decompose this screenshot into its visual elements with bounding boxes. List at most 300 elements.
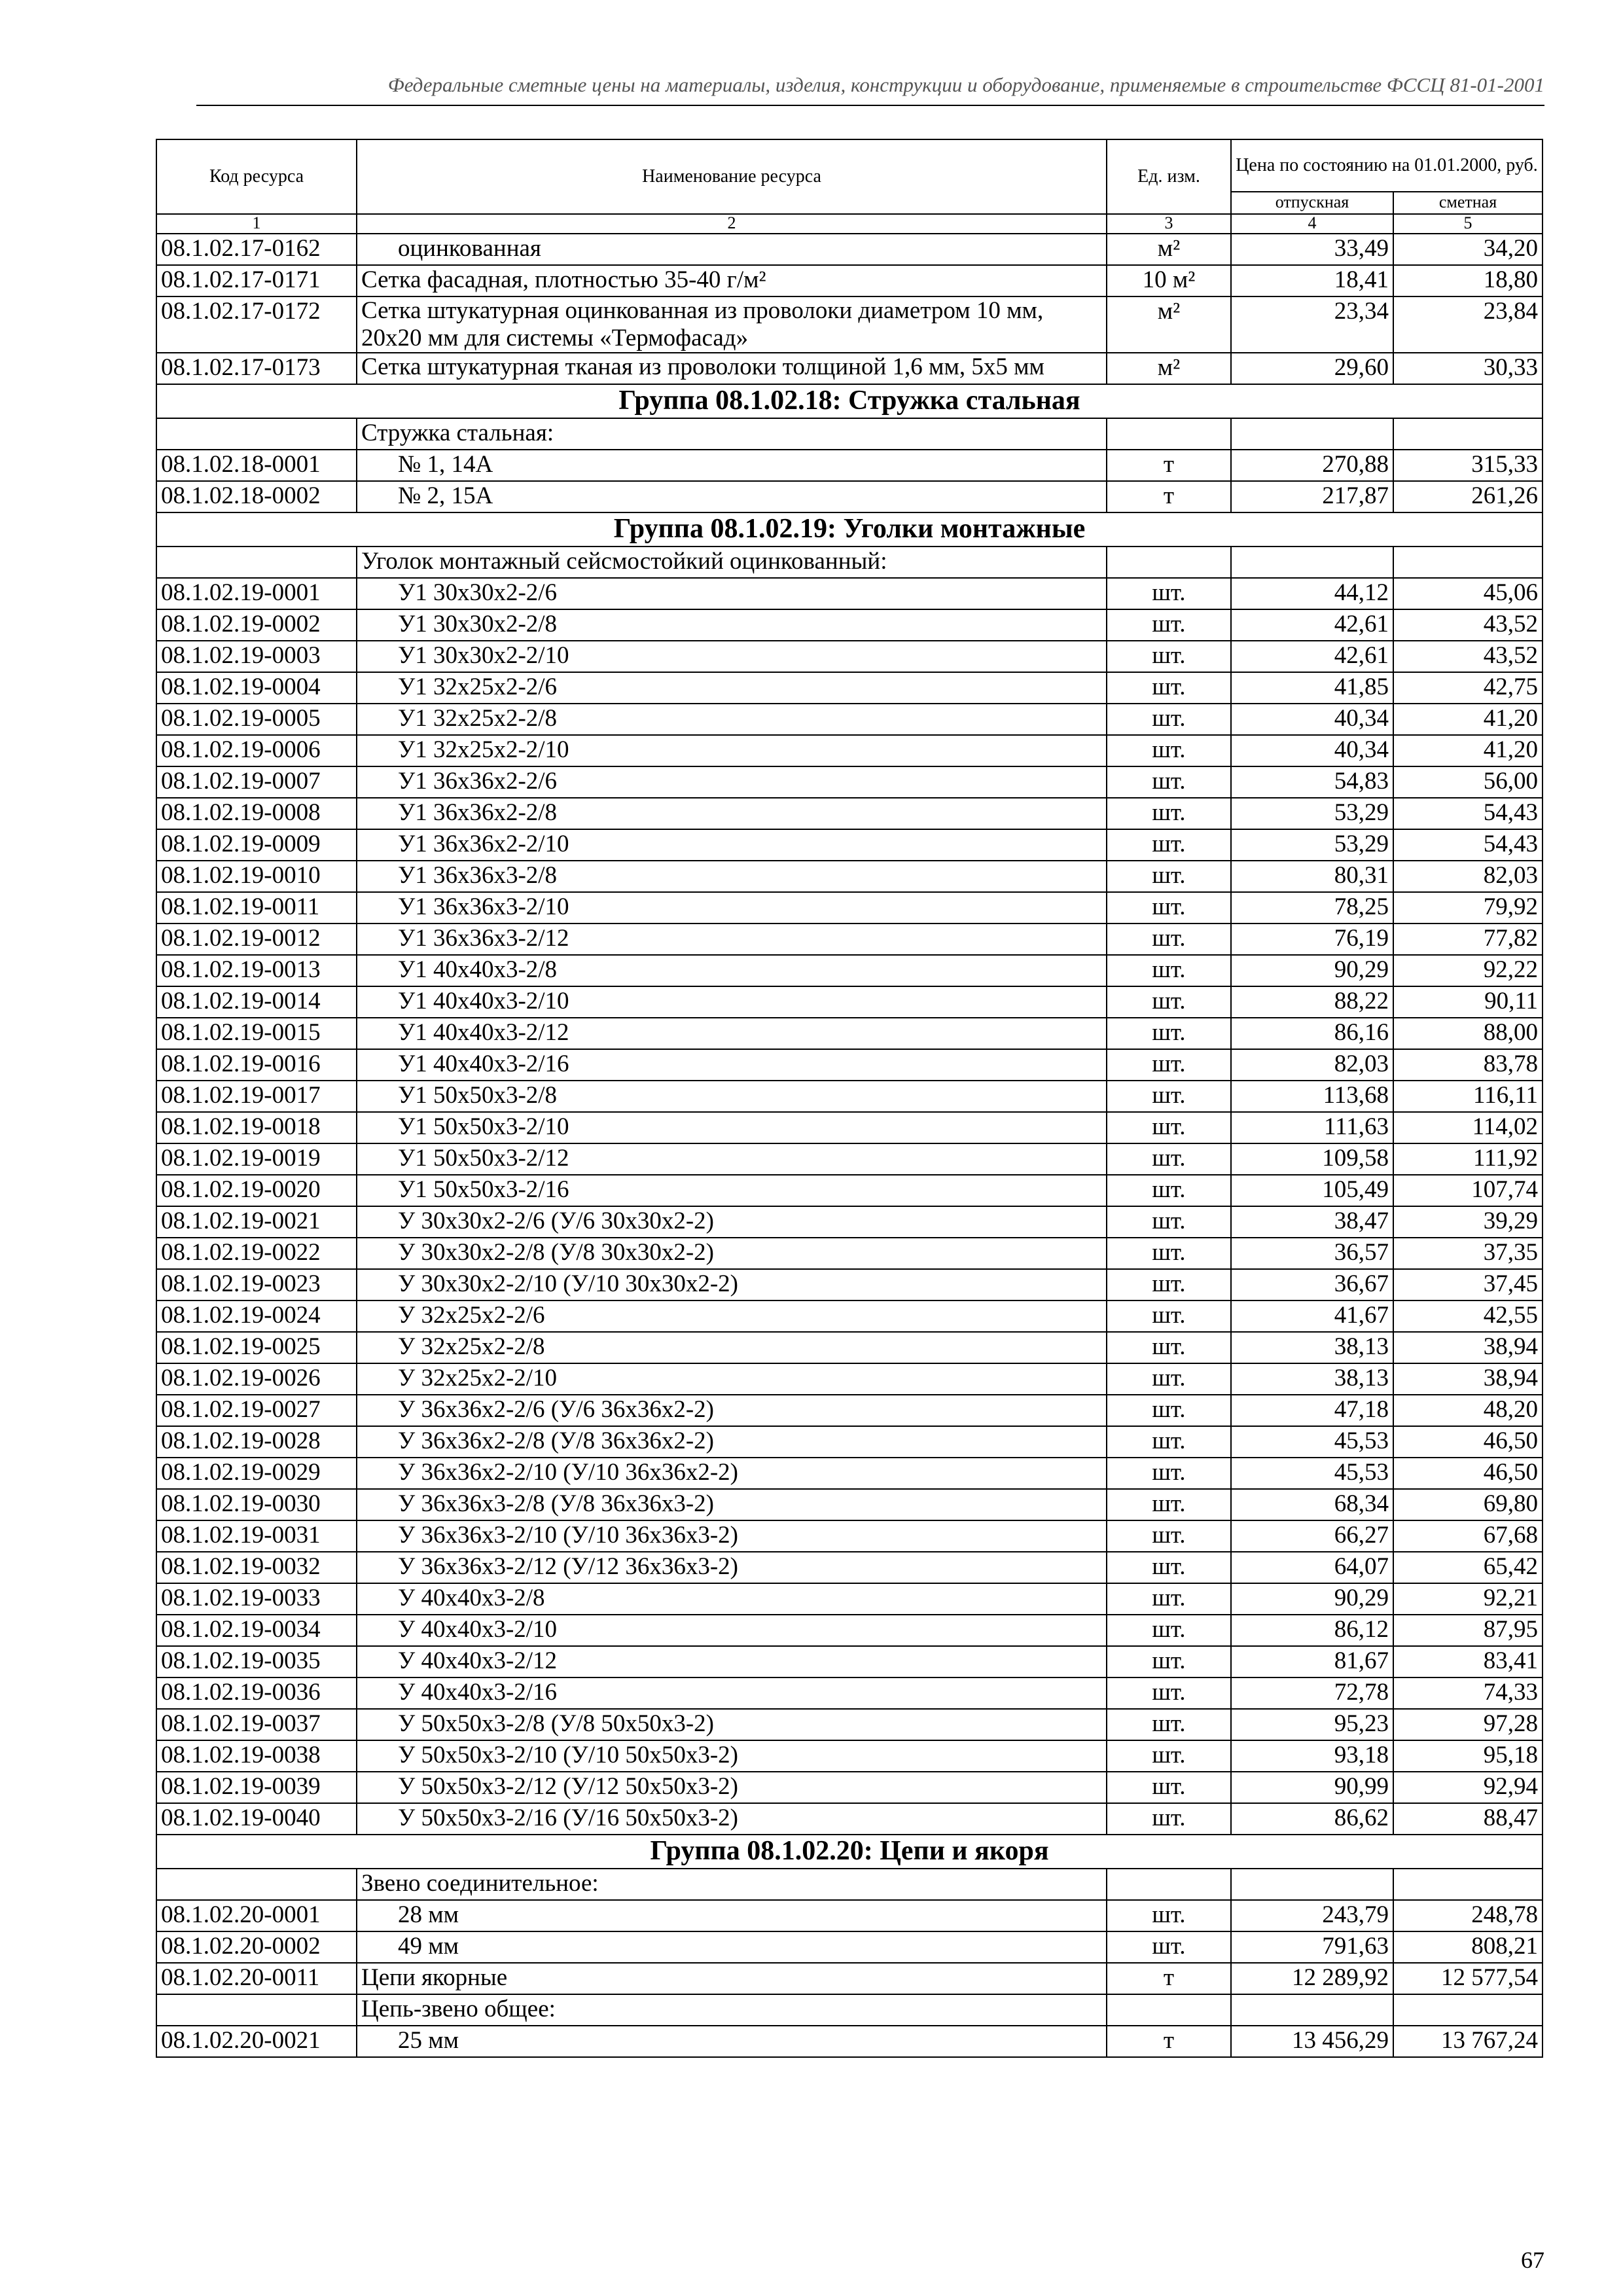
unit: [1107, 418, 1231, 450]
resource-name: У 36х36х2-2/8 (У/8 36х36х2-2): [357, 1426, 1107, 1458]
resource-code: 08.1.02.19-0040: [156, 1803, 357, 1835]
resource-code: 08.1.02.19-0030: [156, 1489, 357, 1520]
resource-name: У1 36х36х3-2/8: [357, 861, 1107, 892]
unit: шт.: [1107, 1143, 1231, 1175]
release-price: 95,23: [1231, 1709, 1393, 1740]
unit: шт.: [1107, 1772, 1231, 1803]
resource-code: 08.1.02.18-0001: [156, 450, 357, 481]
estimate-price: 46,50: [1393, 1426, 1543, 1458]
unit: шт.: [1107, 1112, 1231, 1143]
unit: шт.: [1107, 1049, 1231, 1081]
unit: шт.: [1107, 1332, 1231, 1363]
table-row: [156, 1300, 1543, 1332]
release-price: 68,34: [1231, 1489, 1393, 1520]
table-row: [156, 353, 1543, 384]
unit: т: [1107, 2026, 1231, 2057]
resource-name: У 30х30х2-2/6 (У/6 30х30х2-2): [357, 1206, 1107, 1238]
unit: шт.: [1107, 1238, 1231, 1269]
resource-code: 08.1.02.19-0014: [156, 986, 357, 1018]
release-price: 18,41: [1231, 265, 1393, 296]
resource-code: 08.1.02.19-0027: [156, 1395, 357, 1426]
resource-code: 08.1.02.19-0038: [156, 1740, 357, 1772]
running-header: Федеральные сметные цены на материалы, изделия, конструкции и оборудование, применяемые в строительстве ФССЦ 81-01-2001: [387, 73, 1544, 96]
unit: шт.: [1107, 1552, 1231, 1583]
resource-code: 08.1.02.19-0020: [156, 1175, 357, 1206]
subheading-name: Звено соединительное:: [357, 1869, 1107, 1900]
release-price: 82,03: [1231, 1049, 1393, 1081]
resource-code: 08.1.02.19-0028: [156, 1426, 357, 1458]
resource-code: 08.1.02.19-0025: [156, 1332, 357, 1363]
table-row: [156, 296, 1543, 353]
release-price: 109,58: [1231, 1143, 1393, 1175]
col-number-3: 3: [1107, 214, 1231, 234]
subheading-name: Цепь-звено общее:: [357, 1994, 1107, 2026]
resource-name: У1 30х30х2-2/10: [357, 641, 1107, 672]
unit: шт.: [1107, 1206, 1231, 1238]
unit: шт.: [1107, 1615, 1231, 1646]
resource-name: У1 36х36х2-2/6: [357, 766, 1107, 798]
resource-name: У1 36х36х2-2/10: [357, 829, 1107, 861]
release-price: 105,49: [1231, 1175, 1393, 1206]
release-price: 47,18: [1231, 1395, 1393, 1426]
resource-code: 08.1.02.19-0010: [156, 861, 357, 892]
release-price: 113,68: [1231, 1081, 1393, 1112]
unit: шт.: [1107, 1018, 1231, 1049]
unit: шт.: [1107, 1395, 1231, 1426]
unit: т: [1107, 1963, 1231, 1994]
resource-code: 08.1.02.20-0021: [156, 2026, 357, 2057]
resource-code: 08.1.02.19-0037: [156, 1709, 357, 1740]
estimate-price: [1393, 1994, 1543, 2026]
unit: шт.: [1107, 955, 1231, 986]
release-price: 90,99: [1231, 1772, 1393, 1803]
table-row: [156, 672, 1543, 704]
resource-name: У1 30х30х2-2/6: [357, 578, 1107, 609]
resource-name: оцинкованная: [357, 234, 1107, 265]
unit: шт.: [1107, 1709, 1231, 1740]
resource-code: 08.1.02.18-0002: [156, 481, 357, 512]
table-row: [156, 1112, 1543, 1143]
unit: шт.: [1107, 861, 1231, 892]
unit: шт.: [1107, 986, 1231, 1018]
resource-name: У 50х50х3-2/12 (У/12 50х50х3-2): [357, 1772, 1107, 1803]
estimate-price: 83,41: [1393, 1646, 1543, 1677]
subheading-row: [156, 1994, 1543, 2026]
release-price: 41,67: [1231, 1300, 1393, 1332]
estimate-price: 97,28: [1393, 1709, 1543, 1740]
resource-name: У 32х25х2-2/10: [357, 1363, 1107, 1395]
col-header-unit: Ед. изм.: [1107, 139, 1231, 214]
resource-code: 08.1.02.19-0033: [156, 1583, 357, 1615]
resource-name: Сетка фасадная, плотностью 35-40 г/м²: [357, 265, 1107, 296]
subheading-row: [156, 1869, 1543, 1900]
resource-code: 08.1.02.19-0031: [156, 1520, 357, 1552]
resource-code: 08.1.02.19-0016: [156, 1049, 357, 1081]
resource-code: 08.1.02.19-0006: [156, 735, 357, 766]
resource-code: [156, 1869, 357, 1900]
table-row: [156, 1931, 1543, 1963]
table-row: [156, 1363, 1543, 1395]
col-header-estimate: сметная: [1393, 192, 1543, 214]
resource-code: 08.1.02.19-0002: [156, 609, 357, 641]
unit: шт.: [1107, 1300, 1231, 1332]
resource-code: 08.1.02.19-0005: [156, 704, 357, 735]
release-price: 38,13: [1231, 1332, 1393, 1363]
release-price: 44,12: [1231, 578, 1393, 609]
release-price: 33,49: [1231, 234, 1393, 265]
unit: [1107, 1869, 1231, 1900]
unit: шт.: [1107, 578, 1231, 609]
table-row: [156, 450, 1543, 481]
table-row: [156, 1238, 1543, 1269]
unit: м²: [1107, 296, 1231, 353]
estimate-price: 42,75: [1393, 672, 1543, 704]
resource-name: Сетка штукатурная тканая из проволоки толщиной 1,6 мм, 5х5 мм: [357, 353, 1107, 384]
resource-code: 08.1.02.19-0011: [156, 892, 357, 924]
estimate-price: 38,94: [1393, 1332, 1543, 1363]
resource-code: 08.1.02.20-0002: [156, 1931, 357, 1963]
release-price: 40,34: [1231, 704, 1393, 735]
table-row: [156, 892, 1543, 924]
resource-code: 08.1.02.19-0001: [156, 578, 357, 609]
unit: шт.: [1107, 609, 1231, 641]
release-price: [1231, 1994, 1393, 2026]
table-row: [156, 1049, 1543, 1081]
resource-code: 08.1.02.19-0013: [156, 955, 357, 986]
resource-code: 08.1.02.19-0032: [156, 1552, 357, 1583]
release-price: 23,34: [1231, 296, 1393, 353]
unit: шт.: [1107, 924, 1231, 955]
resource-code: 08.1.02.19-0017: [156, 1081, 357, 1112]
unit: шт.: [1107, 1931, 1231, 1963]
release-price: 86,12: [1231, 1615, 1393, 1646]
resource-code: 08.1.02.19-0003: [156, 641, 357, 672]
unit: [1107, 1994, 1231, 2026]
resource-name: У 36х36х2-2/6 (У/6 36х36х2-2): [357, 1395, 1107, 1426]
release-price: 53,29: [1231, 798, 1393, 829]
release-price: 36,57: [1231, 1238, 1393, 1269]
table-row: [156, 955, 1543, 986]
resource-name: У1 36х36х3-2/12: [357, 924, 1107, 955]
table-row: [156, 1018, 1543, 1049]
release-price: 41,85: [1231, 672, 1393, 704]
table-row: [156, 609, 1543, 641]
estimate-price: 92,21: [1393, 1583, 1543, 1615]
resource-name: У 36х36х3-2/10 (У/10 36х36х3-2): [357, 1520, 1107, 1552]
release-price: 270,88: [1231, 450, 1393, 481]
resource-code: [156, 1994, 357, 2026]
table-row: [156, 641, 1543, 672]
estimate-price: 39,29: [1393, 1206, 1543, 1238]
release-price: 42,61: [1231, 641, 1393, 672]
table-row: [156, 1206, 1543, 1238]
table-row: [156, 481, 1543, 512]
unit: шт.: [1107, 1803, 1231, 1835]
col-number-1: 1: [156, 214, 357, 234]
group-header-row: [156, 384, 1543, 418]
resource-name: Цепи якорные: [357, 1963, 1107, 1994]
resource-name: У 50х50х3-2/10 (У/10 50х50х3-2): [357, 1740, 1107, 1772]
resource-code: 08.1.02.19-0021: [156, 1206, 357, 1238]
release-price: 93,18: [1231, 1740, 1393, 1772]
estimate-price: 111,92: [1393, 1143, 1543, 1175]
resource-name: У1 50х50х3-2/8: [357, 1081, 1107, 1112]
table-row: [156, 1803, 1543, 1835]
release-price: 86,16: [1231, 1018, 1393, 1049]
release-price: 86,62: [1231, 1803, 1393, 1835]
resource-name: У 36х36х2-2/10 (У/10 36х36х2-2): [357, 1458, 1107, 1489]
resource-name: У1 36х36х2-2/8: [357, 798, 1107, 829]
unit: шт.: [1107, 1426, 1231, 1458]
table-row: [156, 829, 1543, 861]
estimate-price: 30,33: [1393, 353, 1543, 384]
table-row: [156, 1963, 1543, 1994]
table-row: [156, 1646, 1543, 1677]
release-price: 53,29: [1231, 829, 1393, 861]
release-price: [1231, 1869, 1393, 1900]
resource-name: У 40х40х3-2/16: [357, 1677, 1107, 1709]
estimate-price: 116,11: [1393, 1081, 1543, 1112]
group-title: Группа 08.1.02.18: Стружка стальная: [156, 384, 1543, 418]
estimate-price: 92,22: [1393, 955, 1543, 986]
release-price: 38,47: [1231, 1206, 1393, 1238]
estimate-price: 83,78: [1393, 1049, 1543, 1081]
unit: [1107, 547, 1231, 578]
estimate-price: 261,26: [1393, 481, 1543, 512]
unit: м²: [1107, 353, 1231, 384]
estimate-price: 65,42: [1393, 1552, 1543, 1583]
unit: м²: [1107, 234, 1231, 265]
estimate-price: 12 577,54: [1393, 1963, 1543, 1994]
table-row: [156, 986, 1543, 1018]
estimate-price: 248,78: [1393, 1900, 1543, 1931]
resource-name: У1 36х36х3-2/10: [357, 892, 1107, 924]
release-price: 29,60: [1231, 353, 1393, 384]
table-row: [156, 1175, 1543, 1206]
resource-code: 08.1.02.19-0035: [156, 1646, 357, 1677]
table-row: [156, 265, 1543, 296]
resource-name: У 32х25х2-2/6: [357, 1300, 1107, 1332]
resource-code: 08.1.02.19-0019: [156, 1143, 357, 1175]
release-price: 217,87: [1231, 481, 1393, 512]
table-row: [156, 1900, 1543, 1931]
unit: шт.: [1107, 1269, 1231, 1300]
unit: шт.: [1107, 1175, 1231, 1206]
resource-code: 08.1.02.19-0009: [156, 829, 357, 861]
group-header-row: [156, 1835, 1543, 1869]
estimate-price: 34,20: [1393, 234, 1543, 265]
group-title: Группа 08.1.02.20: Цепи и якоря: [156, 1835, 1543, 1869]
unit: шт.: [1107, 704, 1231, 735]
resource-name: У 40х40х3-2/10: [357, 1615, 1107, 1646]
release-price: 13 456,29: [1231, 2026, 1393, 2057]
resource-name: У 36х36х3-2/12 (У/12 36х36х3-2): [357, 1552, 1107, 1583]
resource-code: 08.1.02.17-0162: [156, 234, 357, 265]
resource-code: 08.1.02.19-0034: [156, 1615, 357, 1646]
release-price: [1231, 547, 1393, 578]
page-number: 67: [1521, 2247, 1544, 2273]
resource-name: У 40х40х3-2/8: [357, 1583, 1107, 1615]
estimate-price: 43,52: [1393, 609, 1543, 641]
estimate-price: 114,02: [1393, 1112, 1543, 1143]
col-header-release: отпускная: [1231, 192, 1393, 214]
table-row: [156, 1520, 1543, 1552]
resource-code: 08.1.02.19-0029: [156, 1458, 357, 1489]
estimate-price: 90,11: [1393, 986, 1543, 1018]
resource-name: № 1, 14А: [357, 450, 1107, 481]
resource-name: У1 30х30х2-2/8: [357, 609, 1107, 641]
resource-name: У1 40х40х3-2/8: [357, 955, 1107, 986]
group-title: Группа 08.1.02.19: Уголки монтажные: [156, 512, 1543, 547]
resource-code: 08.1.02.19-0036: [156, 1677, 357, 1709]
resource-name: У1 50х50х3-2/10: [357, 1112, 1107, 1143]
table-row: [156, 1269, 1543, 1300]
table-row: [156, 578, 1543, 609]
release-price: 243,79: [1231, 1900, 1393, 1931]
unit: шт.: [1107, 1583, 1231, 1615]
table-row: [156, 1489, 1543, 1520]
resource-code: 08.1.02.19-0039: [156, 1772, 357, 1803]
table-row: [156, 924, 1543, 955]
release-price: 36,67: [1231, 1269, 1393, 1300]
unit: т: [1107, 450, 1231, 481]
price-table: [156, 139, 1543, 2058]
estimate-price: 54,43: [1393, 829, 1543, 861]
release-price: 88,22: [1231, 986, 1393, 1018]
estimate-price: 315,33: [1393, 450, 1543, 481]
resource-code: 08.1.02.19-0015: [156, 1018, 357, 1049]
table-row: [156, 1709, 1543, 1740]
resource-code: 08.1.02.19-0004: [156, 672, 357, 704]
table-row: [156, 735, 1543, 766]
estimate-price: 45,06: [1393, 578, 1543, 609]
table-row: [156, 1740, 1543, 1772]
estimate-price: 56,00: [1393, 766, 1543, 798]
table-row: [156, 2026, 1543, 2057]
table-row: [156, 1395, 1543, 1426]
release-price: 76,19: [1231, 924, 1393, 955]
unit: шт.: [1107, 892, 1231, 924]
resource-code: 08.1.02.19-0023: [156, 1269, 357, 1300]
release-price: 791,63: [1231, 1931, 1393, 1963]
estimate-price: 77,82: [1393, 924, 1543, 955]
table-row: [156, 234, 1543, 265]
resource-name: У1 32х25х2-2/8: [357, 704, 1107, 735]
table-body: [156, 234, 1543, 2057]
resource-name: У 32х25х2-2/8: [357, 1332, 1107, 1363]
estimate-price: 82,03: [1393, 861, 1543, 892]
estimate-price: 18,80: [1393, 265, 1543, 296]
unit: шт.: [1107, 1900, 1231, 1931]
estimate-price: 41,20: [1393, 704, 1543, 735]
estimate-price: [1393, 547, 1543, 578]
subheading-row: [156, 547, 1543, 578]
unit: шт.: [1107, 672, 1231, 704]
table-row: [156, 798, 1543, 829]
resource-name: № 2, 15А: [357, 481, 1107, 512]
release-price: 38,13: [1231, 1363, 1393, 1395]
table-row: [156, 1332, 1543, 1363]
unit: 10 м²: [1107, 265, 1231, 296]
unit: шт.: [1107, 1489, 1231, 1520]
resource-name: У1 32х25х2-2/10: [357, 735, 1107, 766]
table-row: [156, 704, 1543, 735]
table-row: [156, 1615, 1543, 1646]
unit: шт.: [1107, 798, 1231, 829]
estimate-price: 48,20: [1393, 1395, 1543, 1426]
table-row: [156, 861, 1543, 892]
resource-code: 08.1.02.20-0011: [156, 1963, 357, 1994]
estimate-price: 37,45: [1393, 1269, 1543, 1300]
unit: шт.: [1107, 1646, 1231, 1677]
table-row: [156, 1426, 1543, 1458]
table-row: [156, 1772, 1543, 1803]
release-price: [1231, 418, 1393, 450]
unit: шт.: [1107, 641, 1231, 672]
estimate-price: 74,33: [1393, 1677, 1543, 1709]
unit: шт.: [1107, 766, 1231, 798]
estimate-price: 43,52: [1393, 641, 1543, 672]
table-row: [156, 1677, 1543, 1709]
release-price: 72,78: [1231, 1677, 1393, 1709]
estimate-price: [1393, 418, 1543, 450]
subheading-row: [156, 418, 1543, 450]
resource-code: 08.1.02.17-0171: [156, 265, 357, 296]
unit: шт.: [1107, 1458, 1231, 1489]
col-header-code: Код ресурса: [156, 139, 357, 214]
unit: шт.: [1107, 1081, 1231, 1112]
release-price: 111,63: [1231, 1112, 1393, 1143]
table-row: [156, 766, 1543, 798]
unit: шт.: [1107, 1520, 1231, 1552]
resource-name: 28 мм: [357, 1900, 1107, 1931]
resource-name: У1 50х50х3-2/12: [357, 1143, 1107, 1175]
col-number-2: 2: [357, 214, 1107, 234]
resource-name: У1 40х40х3-2/16: [357, 1049, 1107, 1081]
resource-name: У1 32х25х2-2/6: [357, 672, 1107, 704]
resource-name: У 30х30х2-2/8 (У/8 30х30х2-2): [357, 1238, 1107, 1269]
estimate-price: 92,94: [1393, 1772, 1543, 1803]
col-number-5: 5: [1393, 214, 1543, 234]
estimate-price: 41,20: [1393, 735, 1543, 766]
resource-code: [156, 547, 357, 578]
estimate-price: 69,80: [1393, 1489, 1543, 1520]
release-price: 12 289,92: [1231, 1963, 1393, 1994]
estimate-price: 95,18: [1393, 1740, 1543, 1772]
release-price: 54,83: [1231, 766, 1393, 798]
unit: шт.: [1107, 1363, 1231, 1395]
resource-code: 08.1.02.20-0001: [156, 1900, 357, 1931]
estimate-price: 13 767,24: [1393, 2026, 1543, 2057]
table-row: [156, 1458, 1543, 1489]
resource-code: 08.1.02.19-0012: [156, 924, 357, 955]
unit: т: [1107, 481, 1231, 512]
unit: шт.: [1107, 735, 1231, 766]
release-price: 45,53: [1231, 1426, 1393, 1458]
estimate-price: 38,94: [1393, 1363, 1543, 1395]
estimate-price: 37,35: [1393, 1238, 1543, 1269]
resource-name: У1 40х40х3-2/10: [357, 986, 1107, 1018]
group-header-row: [156, 512, 1543, 547]
release-price: 90,29: [1231, 1583, 1393, 1615]
release-price: 64,07: [1231, 1552, 1393, 1583]
resource-name: У 50х50х3-2/8 (У/8 50х50х3-2): [357, 1709, 1107, 1740]
subheading-name: Уголок монтажный сейсмостойкий оцинкованный:: [357, 547, 1107, 578]
release-price: 81,67: [1231, 1646, 1393, 1677]
estimate-price: 54,43: [1393, 798, 1543, 829]
col-number-4: 4: [1231, 214, 1393, 234]
resource-name: У 50х50х3-2/16 (У/16 50х50х3-2): [357, 1803, 1107, 1835]
